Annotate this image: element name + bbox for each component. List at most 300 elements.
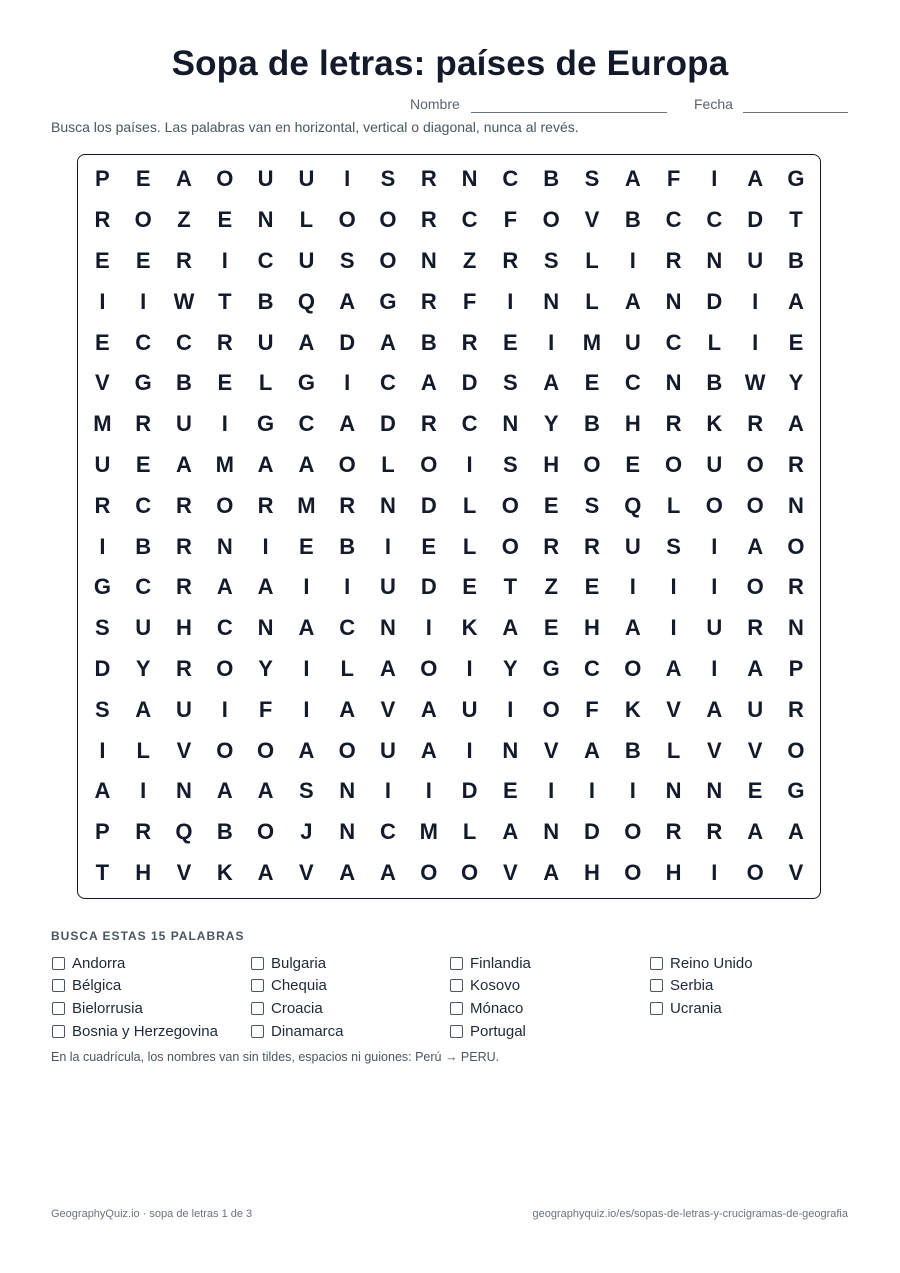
grid-cell[interactable]: G [787, 166, 805, 192]
grid-cell[interactable]: N [543, 819, 560, 845]
grid-cell[interactable]: Y [788, 370, 804, 396]
grid-cell[interactable]: A [624, 166, 641, 192]
grid-cell[interactable]: J [300, 819, 313, 845]
grid-cell[interactable]: G [134, 370, 152, 396]
grid-cell[interactable]: I [588, 778, 596, 804]
grid-cell[interactable]: I [99, 288, 106, 314]
grid-cell[interactable]: I [344, 574, 351, 600]
grid-cell[interactable]: C [135, 492, 152, 518]
grid-cell[interactable]: I [752, 329, 759, 355]
grid-cell[interactable]: C [665, 329, 682, 355]
grid-cell[interactable]: N [665, 288, 682, 314]
grid-cell[interactable]: G [257, 411, 275, 437]
grid-cell[interactable]: U [298, 247, 315, 273]
grid-cell[interactable]: E [788, 329, 804, 355]
grid-cell[interactable]: I [303, 655, 310, 681]
grid-cell[interactable]: Y [135, 655, 151, 681]
grid-cell[interactable]: R [788, 451, 804, 477]
grid-cell[interactable]: D [584, 819, 600, 845]
grid-cell[interactable]: R [420, 288, 437, 314]
grid-cell[interactable]: A [339, 696, 356, 722]
grid-cell[interactable]: E [543, 615, 559, 641]
grid-cell[interactable]: G [787, 778, 805, 804]
grid-cell[interactable]: V [176, 859, 192, 885]
grid-cell[interactable]: C [257, 247, 274, 273]
grid-cell[interactable]: U [176, 411, 192, 437]
grid-cell[interactable]: W [173, 288, 195, 314]
checkbox[interactable] [450, 979, 463, 992]
grid-cell[interactable]: E [135, 166, 151, 192]
grid-cell[interactable]: S [299, 778, 314, 804]
grid-cell[interactable]: L [666, 492, 681, 518]
grid-cell[interactable]: A [298, 737, 315, 763]
checkbox[interactable] [650, 957, 663, 970]
grid-cell[interactable]: I [303, 574, 310, 600]
grid-cell[interactable]: E [421, 533, 437, 559]
grid-cell[interactable]: O [338, 737, 356, 763]
grid-cell[interactable]: I [670, 574, 677, 600]
checkbox[interactable] [251, 957, 264, 970]
grid-cell[interactable]: R [176, 574, 192, 600]
grid-cell[interactable]: E [625, 451, 641, 477]
word-item[interactable] [251, 975, 344, 998]
grid-cell[interactable]: S [339, 247, 355, 273]
grid-cell[interactable]: N [502, 411, 519, 437]
grid-cell[interactable]: O [216, 492, 234, 518]
grid-cell[interactable]: D [461, 370, 478, 396]
grid-cell[interactable]: N [788, 615, 804, 641]
grid-cell[interactable]: R [420, 166, 437, 192]
grid-cell[interactable]: B [420, 329, 437, 355]
grid-cell[interactable]: S [543, 247, 559, 273]
grid-cell[interactable]: C [298, 411, 315, 437]
grid-cell[interactable]: R [747, 615, 764, 641]
grid-cell[interactable]: C [502, 166, 519, 192]
grid-cell[interactable]: H [135, 859, 152, 885]
grid-cell[interactable]: U [176, 696, 192, 722]
grid-cell[interactable]: A [298, 451, 315, 477]
grid-cell[interactable]: K [706, 411, 723, 437]
checkbox[interactable] [450, 957, 463, 970]
grid-cell[interactable]: I [99, 737, 106, 763]
grid-cell[interactable]: B [788, 247, 804, 273]
grid-cell[interactable]: A [176, 166, 192, 192]
grid-cell[interactable]: E [503, 329, 518, 355]
grid-cell[interactable]: I [548, 778, 555, 804]
word-item[interactable] [52, 975, 218, 998]
grid-cell[interactable]: O [624, 859, 642, 885]
checkbox[interactable] [450, 1025, 463, 1038]
grid-cell[interactable]: O [583, 451, 601, 477]
grid-cell[interactable]: A [747, 533, 764, 559]
grid-cell[interactable]: A [339, 859, 356, 885]
grid-cell[interactable]: C [461, 411, 478, 437]
grid-cell[interactable]: H [584, 615, 600, 641]
grid-cell[interactable]: C [380, 370, 396, 396]
grid-cell[interactable]: B [624, 207, 641, 233]
grid-cell[interactable]: U [624, 533, 641, 559]
grid-cell[interactable]: O [379, 247, 397, 273]
grid-cell[interactable]: R [176, 655, 192, 681]
grid-cell[interactable]: L [381, 451, 395, 477]
grid-cell[interactable]: A [420, 370, 437, 396]
grid-cell[interactable]: A [706, 696, 723, 722]
grid-cell[interactable]: P [788, 655, 804, 681]
grid-cell[interactable]: R [706, 819, 723, 845]
grid-cell[interactable]: N [461, 166, 478, 192]
grid-cell[interactable]: A [176, 451, 192, 477]
grid-cell[interactable]: L [258, 370, 273, 396]
word-item[interactable] [450, 975, 531, 998]
grid-cell[interactable]: O [746, 859, 764, 885]
grid-cell[interactable]: N [665, 778, 682, 804]
grid-cell[interactable]: G [542, 655, 560, 681]
grid-cell[interactable]: I [384, 533, 392, 559]
checkbox[interactable] [251, 1025, 264, 1038]
grid-cell[interactable]: I [629, 247, 636, 273]
grid-cell[interactable]: I [221, 411, 228, 437]
grid-cell[interactable]: N [176, 778, 192, 804]
grid-cell[interactable]: A [380, 655, 396, 681]
grid-cell[interactable]: O [338, 207, 356, 233]
grid-cell[interactable]: R [257, 492, 274, 518]
grid-cell[interactable]: O [257, 737, 275, 763]
grid-cell[interactable]: C [706, 207, 723, 233]
grid-cell[interactable]: E [95, 247, 110, 273]
grid-cell[interactable]: A [257, 574, 274, 600]
grid-cell[interactable]: P [95, 819, 110, 845]
word-item[interactable] [251, 997, 344, 1020]
grid-cell[interactable]: T [218, 288, 232, 314]
grid-cell[interactable]: R [176, 247, 192, 273]
grid-cell[interactable]: I [140, 288, 147, 314]
grid-cell[interactable]: L [666, 737, 681, 763]
grid-cell[interactable]: A [747, 655, 764, 681]
grid-cell[interactable]: H [665, 859, 682, 885]
grid-cell[interactable]: U [706, 451, 723, 477]
grid-cell[interactable]: P [95, 166, 110, 192]
date-field[interactable] [743, 112, 848, 113]
grid-cell[interactable]: E [584, 370, 600, 396]
grid-cell[interactable]: I [384, 778, 392, 804]
grid-cell[interactable]: A [502, 819, 519, 845]
grid-cell[interactable]: F [585, 696, 599, 722]
word-item[interactable] [450, 952, 531, 975]
grid-cell[interactable]: C [380, 819, 396, 845]
grid-cell[interactable]: S [95, 615, 110, 641]
grid-cell[interactable]: B [624, 737, 641, 763]
grid-cell[interactable]: V [176, 737, 192, 763]
grid-cell[interactable]: U [461, 696, 478, 722]
grid-cell[interactable]: O [624, 819, 642, 845]
grid-cell[interactable]: A [380, 859, 396, 885]
grid-cell[interactable]: C [339, 615, 356, 641]
grid-cell[interactable]: V [747, 737, 763, 763]
grid-cell[interactable]: R [584, 533, 600, 559]
grid-cell[interactable]: A [624, 615, 641, 641]
grid-cell[interactable]: C [624, 370, 641, 396]
grid-cell[interactable]: U [706, 615, 723, 641]
grid-cell[interactable]: I [629, 574, 636, 600]
grid-cell[interactable]: Q [175, 819, 193, 845]
grid-cell[interactable]: I [466, 451, 473, 477]
grid-cell[interactable]: T [95, 859, 110, 885]
checkbox[interactable] [650, 979, 663, 992]
grid-cell[interactable]: H [624, 411, 641, 437]
grid-cell[interactable]: M [215, 451, 234, 477]
grid-cell[interactable]: S [666, 533, 681, 559]
grid-cell[interactable]: N [380, 492, 396, 518]
grid-cell[interactable]: D [420, 574, 437, 600]
grid-cell[interactable]: E [299, 533, 314, 559]
grid-cell[interactable]: C [461, 207, 478, 233]
grid-cell[interactable]: U [135, 615, 152, 641]
grid-cell[interactable]: Q [624, 492, 642, 518]
grid-cell[interactable]: D [420, 492, 437, 518]
grid-cell[interactable]: N [257, 207, 274, 233]
grid-cell[interactable]: O [746, 574, 764, 600]
grid-cell[interactable]: I [303, 696, 310, 722]
grid-cell[interactable]: I [425, 615, 432, 641]
grid-cell[interactable]: N [788, 492, 804, 518]
grid-cell[interactable]: A [584, 737, 600, 763]
grid-cell[interactable]: I [140, 778, 147, 804]
grid-cell[interactable]: V [788, 859, 804, 885]
grid-cell[interactable]: I [752, 288, 759, 314]
grid-cell[interactable]: O [501, 492, 519, 518]
grid-cell[interactable]: L [707, 329, 722, 355]
word-item[interactable] [450, 997, 531, 1020]
grid-cell[interactable]: G [297, 370, 315, 396]
grid-cell[interactable]: M [419, 819, 438, 845]
grid-cell[interactable]: R [94, 492, 111, 518]
grid-cell[interactable]: E [95, 329, 110, 355]
grid-cell[interactable]: L [585, 247, 599, 273]
grid-cell[interactable]: O [338, 451, 356, 477]
grid-cell[interactable]: N [706, 778, 723, 804]
grid-cell[interactable]: B [216, 819, 233, 845]
grid-cell[interactable]: B [257, 288, 274, 314]
grid-cell[interactable]: A [543, 859, 560, 885]
grid-cell[interactable]: N [339, 819, 356, 845]
grid-cell[interactable]: R [461, 329, 478, 355]
grid-cell[interactable]: E [584, 574, 600, 600]
grid-cell[interactable]: E [217, 370, 233, 396]
grid-cell[interactable]: O [134, 207, 152, 233]
grid-cell[interactable]: A [788, 288, 804, 314]
grid-cell[interactable]: I [221, 247, 228, 273]
word-item[interactable] [52, 1020, 218, 1043]
grid-cell[interactable]: O [787, 737, 805, 763]
grid-cell[interactable]: S [503, 370, 518, 396]
grid-cell[interactable]: R [747, 411, 764, 437]
checkbox[interactable] [251, 1002, 264, 1015]
grid-cell[interactable]: I [99, 533, 106, 559]
grid-cell[interactable]: V [584, 207, 600, 233]
grid-cell[interactable]: R [543, 533, 560, 559]
grid-cell[interactable]: S [584, 166, 600, 192]
grid-cell[interactable]: V [666, 696, 681, 722]
grid-cell[interactable]: R [135, 819, 152, 845]
grid-cell[interactable]: T [503, 574, 518, 600]
grid-cell[interactable]: C [665, 207, 682, 233]
grid-cell[interactable]: E [135, 247, 151, 273]
grid-cell[interactable]: N [543, 288, 560, 314]
grid-cell[interactable]: Z [177, 207, 191, 233]
grid-cell[interactable]: I [711, 533, 718, 559]
grid-cell[interactable]: A [298, 329, 315, 355]
grid-cell[interactable]: R [788, 574, 804, 600]
grid-cell[interactable]: C [216, 615, 233, 641]
grid-cell[interactable]: D [380, 411, 396, 437]
grid-cell[interactable]: N [257, 615, 274, 641]
grid-cell[interactable]: R [420, 207, 437, 233]
grid-cell[interactable]: A [624, 288, 641, 314]
grid-cell[interactable]: C [135, 574, 152, 600]
word-item[interactable] [52, 997, 218, 1020]
grid-cell[interactable]: S [584, 492, 600, 518]
grid-cell[interactable]: F [666, 166, 681, 192]
grid-cell[interactable]: F [503, 207, 518, 233]
grid-cell[interactable]: L [340, 655, 354, 681]
grid-cell[interactable]: D [339, 329, 356, 355]
word-item[interactable] [650, 952, 753, 975]
checkbox[interactable] [450, 1002, 463, 1015]
grid-cell[interactable]: N [665, 370, 682, 396]
grid-cell[interactable]: A [380, 329, 396, 355]
grid-cell[interactable]: V [707, 737, 722, 763]
grid-cell[interactable]: N [380, 615, 396, 641]
word-item[interactable] [650, 975, 753, 998]
grid-cell[interactable]: C [584, 655, 600, 681]
grid-cell[interactable]: A [420, 696, 437, 722]
grid-cell[interactable]: A [339, 411, 356, 437]
grid-cell[interactable]: M [93, 411, 112, 437]
grid-cell[interactable]: O [787, 533, 805, 559]
grid-cell[interactable]: I [344, 370, 351, 396]
grid-cell[interactable]: D [747, 207, 764, 233]
grid-cell[interactable]: H [176, 615, 192, 641]
grid-cell[interactable]: A [747, 819, 764, 845]
grid-cell[interactable]: I [670, 615, 677, 641]
grid-cell[interactable]: B [543, 166, 560, 192]
grid-cell[interactable]: A [298, 615, 315, 641]
grid-cell[interactable]: S [503, 451, 518, 477]
grid-cell[interactable]: D [94, 655, 111, 681]
checkbox[interactable] [52, 1025, 65, 1038]
grid-cell[interactable]: Y [503, 655, 518, 681]
grid-cell[interactable]: U [380, 574, 396, 600]
grid-cell[interactable]: R [665, 247, 682, 273]
grid-cell[interactable]: O [746, 492, 764, 518]
grid-cell[interactable]: R [502, 247, 519, 273]
grid-cell[interactable]: L [462, 533, 477, 559]
grid-cell[interactable]: U [94, 451, 111, 477]
grid-cell[interactable]: O [257, 819, 275, 845]
grid-cell[interactable]: A [788, 411, 804, 437]
grid-cell[interactable]: U [747, 247, 764, 273]
grid-cell[interactable]: V [543, 737, 559, 763]
word-item[interactable] [450, 1020, 531, 1043]
grid-cell[interactable]: A [216, 778, 233, 804]
grid-cell[interactable]: M [582, 329, 602, 355]
grid-cell[interactable]: R [665, 819, 682, 845]
grid-cell[interactable]: U [624, 329, 641, 355]
grid-cell[interactable]: U [380, 737, 396, 763]
grid-cell[interactable]: H [543, 451, 560, 477]
grid-cell[interactable]: I [507, 696, 514, 722]
grid-cell[interactable]: R [420, 411, 437, 437]
grid-cell[interactable]: A [747, 166, 764, 192]
grid-cell[interactable]: A [216, 574, 233, 600]
grid-cell[interactable]: U [257, 166, 274, 192]
grid-cell[interactable]: R [135, 411, 152, 437]
grid-cell[interactable]: O [461, 859, 479, 885]
grid-cell[interactable]: A [257, 859, 274, 885]
word-item[interactable] [251, 952, 344, 975]
checkbox[interactable] [251, 979, 264, 992]
grid-cell[interactable]: O [420, 859, 438, 885]
grid-cell[interactable]: Z [462, 247, 477, 273]
grid-cell[interactable]: O [542, 207, 560, 233]
grid-cell[interactable]: O [420, 655, 438, 681]
grid-cell[interactable]: I [344, 166, 351, 192]
grid-cell[interactable]: V [503, 859, 518, 885]
grid-cell[interactable]: T [789, 207, 803, 233]
grid-cell[interactable]: O [216, 166, 234, 192]
grid-cell[interactable]: K [216, 859, 233, 885]
grid-cell[interactable]: B [176, 370, 192, 396]
grid-cell[interactable]: O [501, 533, 519, 559]
grid-cell[interactable]: F [258, 696, 273, 722]
grid-cell[interactable]: N [502, 737, 519, 763]
grid-cell[interactable]: O [746, 451, 764, 477]
grid-cell[interactable]: A [135, 696, 152, 722]
grid-cell[interactable]: R [665, 411, 682, 437]
grid-cell[interactable]: G [93, 574, 111, 600]
grid-cell[interactable]: G [379, 288, 397, 314]
grid-cell[interactable]: B [339, 533, 356, 559]
grid-cell[interactable]: I [548, 329, 555, 355]
grid-cell[interactable]: A [665, 655, 682, 681]
grid-cell[interactable]: N [339, 778, 356, 804]
grid-cell[interactable]: F [462, 288, 477, 314]
grid-cell[interactable]: L [136, 737, 150, 763]
grid-cell[interactable]: O [216, 655, 234, 681]
grid-cell[interactable]: K [624, 696, 641, 722]
grid-cell[interactable]: E [135, 451, 151, 477]
grid-cell[interactable]: I [466, 737, 473, 763]
checkbox[interactable] [52, 957, 65, 970]
grid-cell[interactable]: O [542, 696, 560, 722]
grid-cell[interactable]: S [95, 696, 110, 722]
grid-cell[interactable]: U [747, 696, 764, 722]
grid-cell[interactable]: V [380, 696, 396, 722]
grid-cell[interactable]: O [216, 737, 234, 763]
grid-cell[interactable]: L [462, 819, 477, 845]
word-item[interactable] [52, 952, 218, 975]
grid-cell[interactable]: A [502, 615, 519, 641]
grid-cell[interactable]: I [425, 778, 432, 804]
grid-cell[interactable]: O [420, 451, 438, 477]
grid-cell[interactable]: A [339, 288, 356, 314]
grid-cell[interactable]: I [711, 166, 718, 192]
word-item[interactable] [650, 997, 753, 1020]
grid-cell[interactable]: O [379, 207, 397, 233]
grid-cell[interactable]: I [711, 859, 718, 885]
grid-cell[interactable]: R [216, 329, 233, 355]
grid-cell[interactable]: E [462, 574, 477, 600]
